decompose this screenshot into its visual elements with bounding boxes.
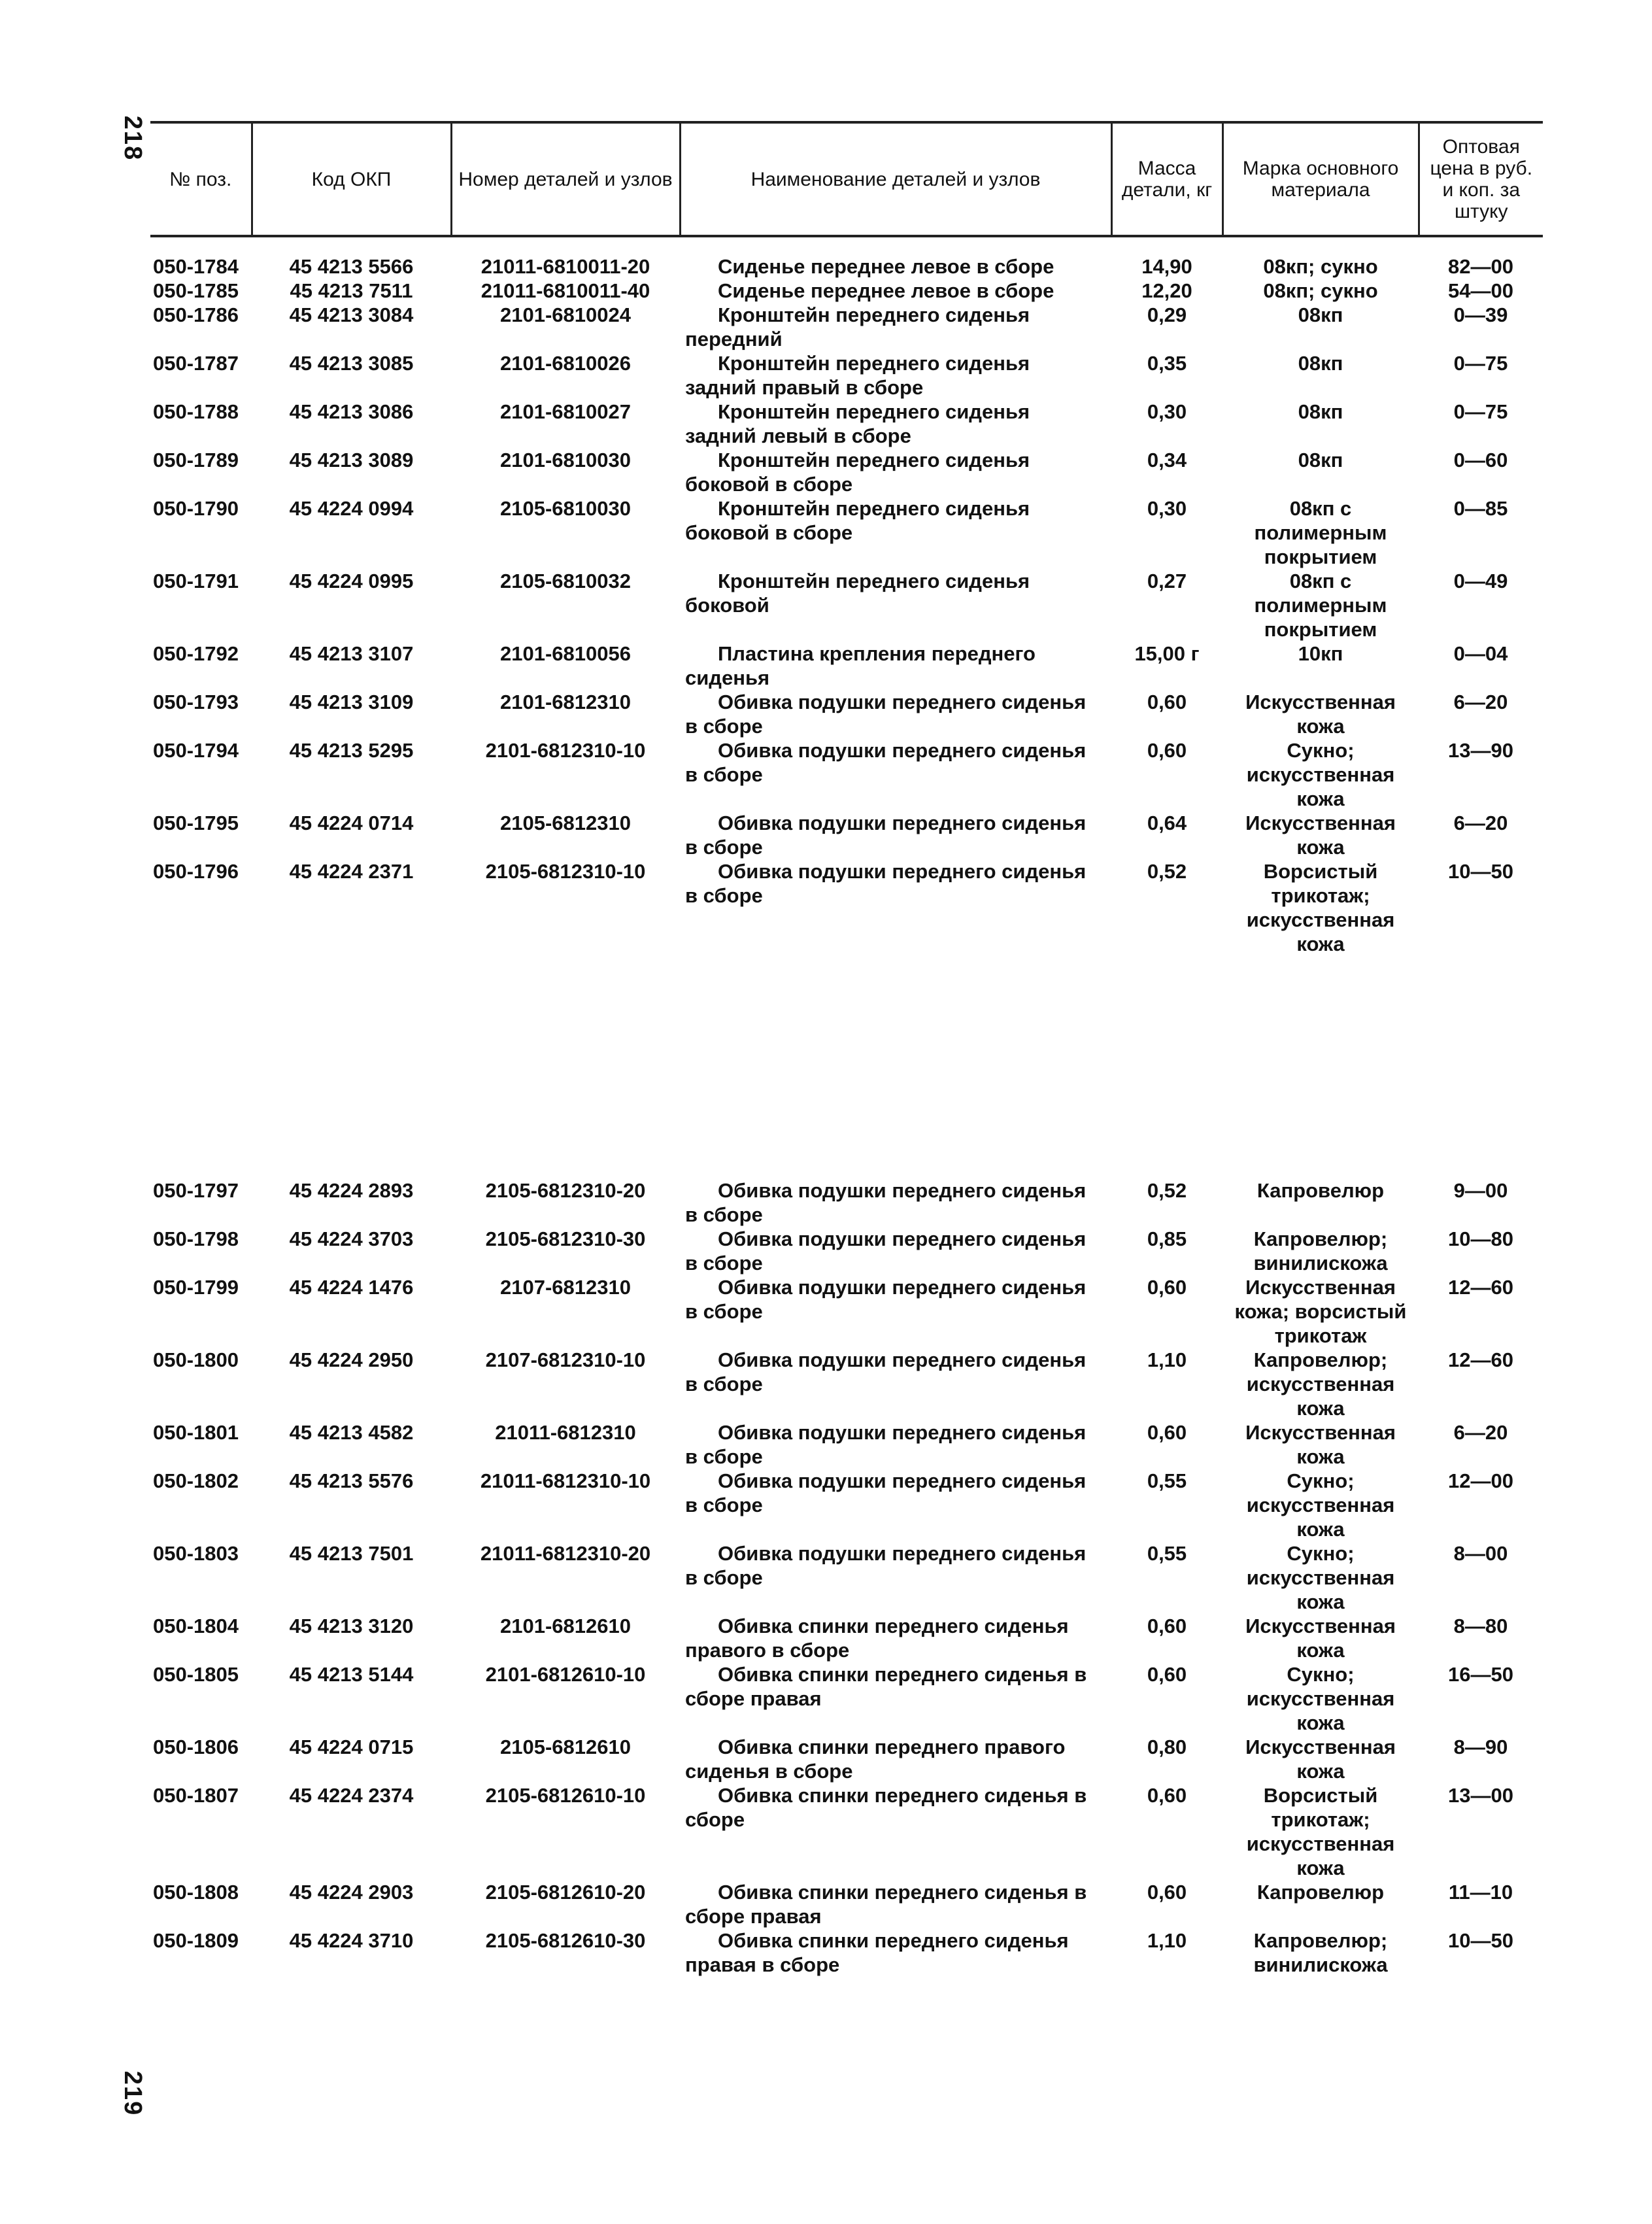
header-number: Номер деталей и узлов bbox=[451, 122, 680, 236]
part-number-cell: 21011-6810011-40 bbox=[480, 279, 650, 302]
mass-cell: 12,20 bbox=[1141, 279, 1192, 302]
table-row bbox=[150, 1614, 1543, 1662]
header-okp: Код ОКП bbox=[252, 122, 451, 236]
mass-cell: 0,35 bbox=[1147, 352, 1187, 375]
table-row bbox=[150, 811, 1543, 859]
price-cell: 6—20 bbox=[1453, 812, 1508, 834]
price-cell: 12—00 bbox=[1448, 1469, 1513, 1492]
material-cell: Искусственная кожа bbox=[1245, 1421, 1396, 1468]
material-cell: 10кп bbox=[1298, 642, 1343, 665]
okp-code-cell: 45 4213 5144 bbox=[289, 1663, 414, 1686]
material-cell: Искусственная кожа bbox=[1245, 691, 1396, 738]
part-name-cell: Обивка подушки переднего сиденья в сборе bbox=[685, 691, 1087, 738]
mass-cell: 0,60 bbox=[1147, 691, 1187, 713]
pos-cell: 050-1807 bbox=[153, 1784, 239, 1807]
table-row bbox=[150, 303, 1543, 351]
price-cell: 11—10 bbox=[1448, 1881, 1513, 1904]
part-number-cell: 2107-6812310-10 bbox=[485, 1348, 646, 1371]
pos-cell: 050-1808 bbox=[153, 1881, 239, 1904]
pos-cell: 050-1801 bbox=[153, 1421, 239, 1444]
part-name-cell: Сиденье переднее левое в сборе bbox=[718, 279, 1054, 302]
price-cell: 0—75 bbox=[1453, 352, 1508, 375]
mass-cell: 0,60 bbox=[1147, 1784, 1187, 1807]
material-cell: 08кп; сукно bbox=[1263, 279, 1378, 302]
price-cell: 8—80 bbox=[1453, 1615, 1508, 1637]
part-number-cell: 2105-6812610 bbox=[500, 1736, 631, 1758]
table-row bbox=[150, 1662, 1543, 1735]
material-cell: Искусственная кожа bbox=[1245, 1615, 1396, 1662]
part-number-cell: 2105-6810030 bbox=[500, 497, 631, 520]
part-name-cell: Обивка спинки переднего сиденья в сборе bbox=[685, 1784, 1087, 1831]
part-name-cell: Обивка спинки переднего сиденья в сборе правая bbox=[685, 1663, 1087, 1710]
pos-cell: 050-1788 bbox=[153, 400, 239, 423]
price-cell: 12—60 bbox=[1448, 1276, 1513, 1299]
table-row bbox=[150, 1928, 1543, 1977]
pos-cell: 050-1789 bbox=[153, 449, 239, 471]
header-name: Наименование деталей и узлов bbox=[680, 122, 1111, 236]
part-name-cell: Кронштейн переднего сиденья боковой bbox=[685, 570, 1030, 617]
okp-code-cell: 45 4213 7501 bbox=[289, 1542, 414, 1565]
table-row bbox=[150, 1348, 1543, 1420]
price-cell: 6—20 bbox=[1453, 691, 1508, 713]
okp-code-cell: 45 4224 0715 bbox=[289, 1736, 414, 1758]
okp-code-cell: 45 4224 0994 bbox=[289, 497, 414, 520]
pos-cell: 050-1805 bbox=[153, 1663, 239, 1686]
pos-cell: 050-1785 bbox=[153, 279, 239, 302]
part-name-cell: Кронштейн переднего сиденья боковой в сборе bbox=[685, 449, 1030, 496]
page-gap bbox=[150, 956, 1543, 1178]
material-cell: Сукно; искусственная кожа bbox=[1246, 1469, 1395, 1541]
mass-cell: 0,85 bbox=[1147, 1227, 1187, 1250]
mass-cell: 0,34 bbox=[1147, 449, 1187, 471]
table-row bbox=[150, 1227, 1543, 1275]
table-row bbox=[150, 569, 1543, 642]
part-number-cell: 2105-6812310-20 bbox=[485, 1179, 646, 1202]
mass-cell: 0,60 bbox=[1147, 1615, 1187, 1637]
material-cell: Ворсистый трикотаж; искусственная кожа bbox=[1246, 860, 1395, 955]
price-cell: 9—00 bbox=[1453, 1179, 1508, 1202]
mass-cell: 0,60 bbox=[1147, 739, 1187, 762]
okp-code-cell: 45 4213 3085 bbox=[289, 352, 414, 375]
table-row bbox=[150, 1783, 1543, 1880]
okp-code-cell: 45 4213 3089 bbox=[289, 449, 414, 471]
part-name-cell: Обивка подушки переднего сиденья в сборе bbox=[685, 1348, 1087, 1395]
pos-cell: 050-1792 bbox=[153, 642, 239, 665]
material-cell: 08кп bbox=[1298, 352, 1343, 375]
material-cell: Сукно; искусственная кожа bbox=[1246, 1542, 1395, 1613]
part-number-cell: 2105-6812610-10 bbox=[485, 1784, 646, 1807]
okp-code-cell: 45 4213 7511 bbox=[290, 279, 413, 302]
part-name-cell: Обивка подушки переднего сиденья в сборе bbox=[685, 1227, 1087, 1275]
page-number-top: 218 bbox=[119, 115, 147, 162]
okp-code-cell: 45 4213 3084 bbox=[289, 303, 414, 326]
header-pos: № поз. bbox=[150, 122, 252, 236]
material-cell: Искусственная кожа bbox=[1245, 1736, 1396, 1783]
pos-cell: 050-1794 bbox=[153, 739, 239, 762]
material-cell: Сукно; искусственная кожа bbox=[1246, 739, 1395, 810]
price-cell: 10—80 bbox=[1448, 1227, 1513, 1250]
okp-code-cell: 45 4224 0995 bbox=[289, 570, 414, 592]
okp-code-cell: 45 4224 2371 bbox=[289, 860, 414, 883]
okp-code-cell: 45 4224 3710 bbox=[289, 1929, 414, 1952]
price-cell: 6—20 bbox=[1453, 1421, 1508, 1444]
material-cell: Капровелюр; винилискожа bbox=[1253, 1929, 1388, 1976]
mass-cell: 15,00 г bbox=[1134, 642, 1200, 665]
material-cell: Капровелюр bbox=[1256, 1179, 1385, 1202]
material-cell: Искусственная кожа; ворсистый трикотаж bbox=[1234, 1276, 1407, 1347]
okp-code-cell: 45 4213 4582 bbox=[289, 1421, 414, 1444]
part-name-cell: Обивка подушки переднего сиденья в сборе bbox=[685, 739, 1087, 786]
material-cell: 08кп bbox=[1298, 303, 1343, 326]
part-name-cell: Обивка подушки переднего сиденья в сборе bbox=[685, 1276, 1087, 1323]
pos-cell: 050-1790 bbox=[153, 497, 239, 520]
mass-cell: 0,30 bbox=[1147, 400, 1187, 423]
material-cell: 08кп bbox=[1298, 449, 1343, 471]
price-cell: 10—50 bbox=[1448, 860, 1513, 883]
part-name-cell: Обивка спинки переднего сиденья правая в сборе bbox=[685, 1929, 1069, 1976]
table-row bbox=[150, 279, 1543, 303]
okp-code-cell: 45 4224 0714 bbox=[289, 812, 414, 834]
mass-cell: 1,10 bbox=[1147, 1348, 1187, 1371]
part-number-cell: 2105-6812610-20 bbox=[485, 1881, 646, 1904]
part-number-cell: 2101-6812610 bbox=[500, 1615, 631, 1637]
part-number-cell: 21011-6812310 bbox=[495, 1421, 636, 1444]
price-cell: 16—50 bbox=[1448, 1663, 1513, 1686]
okp-code-cell: 45 4224 2893 bbox=[289, 1179, 414, 1202]
table-row bbox=[150, 496, 1543, 569]
table-row bbox=[150, 400, 1543, 448]
material-cell: Искусственная кожа bbox=[1245, 812, 1396, 859]
okp-code-cell: 45 4224 1476 bbox=[289, 1276, 414, 1299]
pos-cell: 050-1797 bbox=[153, 1179, 239, 1202]
pos-cell: 050-1784 bbox=[153, 255, 239, 278]
material-cell: Капровелюр; искусственная кожа bbox=[1246, 1348, 1395, 1420]
okp-code-cell: 45 4213 5576 bbox=[289, 1469, 414, 1492]
part-name-cell: Обивка подушки переднего сиденья в сборе bbox=[685, 1542, 1087, 1589]
part-name-cell: Сиденье переднее левое в сборе bbox=[718, 255, 1054, 278]
part-number-cell: 21011-6812310-20 bbox=[480, 1542, 651, 1565]
mass-cell: 0,29 bbox=[1147, 303, 1187, 326]
mass-cell: 0,52 bbox=[1147, 1179, 1187, 1202]
pos-cell: 050-1806 bbox=[153, 1736, 239, 1758]
mass-cell: 0,60 bbox=[1147, 1881, 1187, 1904]
pos-cell: 050-1796 bbox=[153, 860, 239, 883]
price-cell: 0—39 bbox=[1453, 303, 1508, 326]
table-row bbox=[150, 1880, 1543, 1928]
table-row bbox=[150, 690, 1543, 738]
material-cell: 08кп с полимерным покрытием bbox=[1254, 570, 1387, 641]
pos-cell: 050-1802 bbox=[153, 1469, 239, 1492]
part-name-cell: Обивка спинки переднего сиденья правого в сборе bbox=[685, 1615, 1069, 1662]
price-cell: 13—00 bbox=[1448, 1784, 1513, 1807]
part-number-cell: 2101-6812610-10 bbox=[485, 1663, 646, 1686]
part-number-cell: 21011-6812310-10 bbox=[480, 1469, 651, 1492]
okp-code-cell: 45 4224 2903 bbox=[289, 1881, 414, 1904]
part-name-cell: Обивка подушки переднего сиденья в сборе bbox=[685, 860, 1087, 907]
part-name-cell: Обивка подушки переднего сиденья в сборе bbox=[685, 1469, 1087, 1516]
header-mass: Масса детали, кг bbox=[1111, 122, 1222, 236]
part-name-cell: Кронштейн переднего сиденья задний правый в сборе bbox=[685, 352, 1030, 399]
part-number-cell: 2107-6812310 bbox=[500, 1276, 631, 1299]
part-number-cell: 21011-6810011-20 bbox=[480, 255, 650, 278]
material-cell: 08кп bbox=[1298, 400, 1343, 423]
table-row bbox=[150, 1420, 1543, 1469]
part-name-cell: Пластина крепления переднего сиденья bbox=[685, 642, 1036, 689]
material-cell: Капровелюр; винилискожа bbox=[1253, 1227, 1388, 1275]
material-cell: Капровелюр bbox=[1256, 1881, 1385, 1904]
part-name-cell: Обивка подушки переднего сиденья в сборе bbox=[685, 1421, 1087, 1468]
part-number-cell: 2101-6810026 bbox=[500, 352, 631, 375]
part-name-cell: Обивка спинки переднего сиденья в сборе правая bbox=[685, 1881, 1087, 1928]
part-name-cell: Кронштейн переднего сиденья передний bbox=[685, 303, 1030, 351]
header-price: Оптовая цена в руб. и коп. за штуку bbox=[1419, 122, 1543, 236]
page-number-bottom: 219 bbox=[119, 2070, 147, 2117]
price-cell: 8—00 bbox=[1453, 1542, 1508, 1565]
part-name-cell: Обивка спинки переднего правого сиденья в сборе bbox=[685, 1736, 1066, 1783]
part-number-cell: 2105-6812310-30 bbox=[485, 1227, 646, 1250]
pos-cell: 050-1800 bbox=[153, 1348, 239, 1371]
part-number-cell: 2101-6810027 bbox=[500, 400, 631, 423]
part-number-cell: 2105-6812610-30 bbox=[485, 1929, 646, 1952]
part-number-cell: 2101-6812310 bbox=[500, 691, 631, 713]
material-cell: 08кп с полимерным покрытием bbox=[1254, 497, 1387, 568]
pos-cell: 050-1787 bbox=[153, 352, 239, 375]
price-cell: 82—00 bbox=[1448, 255, 1513, 278]
mass-cell: 0,64 bbox=[1147, 812, 1187, 834]
okp-code-cell: 45 4224 2374 bbox=[289, 1784, 414, 1807]
price-cell: 12—60 bbox=[1448, 1348, 1513, 1371]
part-number-cell: 2101-6810056 bbox=[500, 642, 631, 665]
mass-cell: 0,27 bbox=[1147, 570, 1187, 592]
price-cell: 0—49 bbox=[1453, 570, 1508, 592]
part-number-cell: 2105-6812310 bbox=[500, 812, 631, 834]
table-row bbox=[150, 236, 1543, 279]
table-row bbox=[150, 448, 1543, 496]
pos-cell: 050-1804 bbox=[153, 1615, 239, 1637]
material-cell: Ворсистый трикотаж; искусственная кожа bbox=[1246, 1784, 1395, 1879]
price-cell: 0—85 bbox=[1453, 497, 1508, 520]
part-name-cell: Кронштейн переднего сиденья задний левый в сборе bbox=[685, 400, 1030, 447]
okp-code-cell: 45 4213 5566 bbox=[289, 255, 414, 278]
mass-cell: 0,60 bbox=[1147, 1421, 1187, 1444]
pos-cell: 050-1795 bbox=[153, 812, 239, 834]
part-name-cell: Обивка подушки переднего сиденья в сборе bbox=[685, 812, 1087, 859]
okp-code-cell: 45 4213 5295 bbox=[289, 739, 414, 762]
part-number-cell: 2105-6810032 bbox=[500, 570, 631, 592]
part-number-cell: 2101-6810030 bbox=[500, 449, 631, 471]
part-number-cell: 2105-6812310-10 bbox=[485, 860, 646, 883]
okp-code-cell: 45 4213 3107 bbox=[289, 642, 414, 665]
okp-code-cell: 45 4224 3703 bbox=[289, 1227, 414, 1250]
mass-cell: 14,90 bbox=[1141, 255, 1192, 278]
price-cell: 13—90 bbox=[1448, 739, 1513, 762]
header-material: Марка основного материала bbox=[1222, 122, 1419, 236]
part-name-cell: Обивка подушки переднего сиденья в сборе bbox=[685, 1179, 1087, 1226]
mass-cell: 0,52 bbox=[1147, 860, 1187, 883]
pos-cell: 050-1799 bbox=[153, 1276, 239, 1299]
part-name-cell: Кронштейн переднего сиденья боковой в сборе bbox=[685, 497, 1030, 544]
table-row bbox=[150, 1469, 1543, 1541]
material-cell: Сукно; искусственная кожа bbox=[1246, 1663, 1395, 1734]
table-row bbox=[150, 351, 1543, 400]
table-body bbox=[150, 236, 1543, 1977]
price-cell: 0—60 bbox=[1453, 449, 1508, 471]
table-row bbox=[150, 738, 1543, 811]
pos-cell: 050-1786 bbox=[153, 303, 239, 326]
pos-cell: 050-1798 bbox=[153, 1227, 239, 1250]
mass-cell: 0,30 bbox=[1147, 497, 1187, 520]
okp-code-cell: 45 4224 2950 bbox=[289, 1348, 414, 1371]
mass-cell: 0,80 bbox=[1147, 1736, 1187, 1758]
pos-cell: 050-1793 bbox=[153, 691, 239, 713]
okp-code-cell: 45 4213 3109 bbox=[289, 691, 414, 713]
mass-cell: 0,55 bbox=[1147, 1469, 1187, 1492]
mass-cell: 0,55 bbox=[1147, 1542, 1187, 1565]
mass-cell: 0,60 bbox=[1147, 1276, 1187, 1299]
table-row bbox=[150, 1178, 1543, 1227]
table-row bbox=[150, 859, 1543, 956]
table-row bbox=[150, 642, 1543, 690]
pos-cell: 050-1809 bbox=[153, 1929, 239, 1952]
price-cell: 0—04 bbox=[1453, 642, 1508, 665]
mass-cell: 1,10 bbox=[1147, 1929, 1187, 1952]
price-cell: 10—50 bbox=[1448, 1929, 1513, 1952]
okp-code-cell: 45 4213 3120 bbox=[289, 1615, 414, 1637]
parts-table bbox=[150, 121, 1543, 1977]
price-cell: 0—75 bbox=[1453, 400, 1508, 423]
mass-cell: 0,60 bbox=[1147, 1663, 1187, 1686]
table-header bbox=[150, 122, 1543, 236]
table-row bbox=[150, 1541, 1543, 1614]
table-row bbox=[150, 1735, 1543, 1783]
pos-cell: 050-1791 bbox=[153, 570, 239, 592]
price-cell: 54—00 bbox=[1448, 279, 1513, 302]
material-cell: 08кп; сукно bbox=[1263, 255, 1378, 278]
pos-cell: 050-1803 bbox=[153, 1542, 239, 1565]
part-number-cell: 2101-6810024 bbox=[500, 303, 631, 326]
table-row bbox=[150, 1275, 1543, 1348]
okp-code-cell: 45 4213 3086 bbox=[289, 400, 414, 423]
part-number-cell: 2101-6812310-10 bbox=[485, 739, 646, 762]
price-cell: 8—90 bbox=[1453, 1736, 1508, 1758]
